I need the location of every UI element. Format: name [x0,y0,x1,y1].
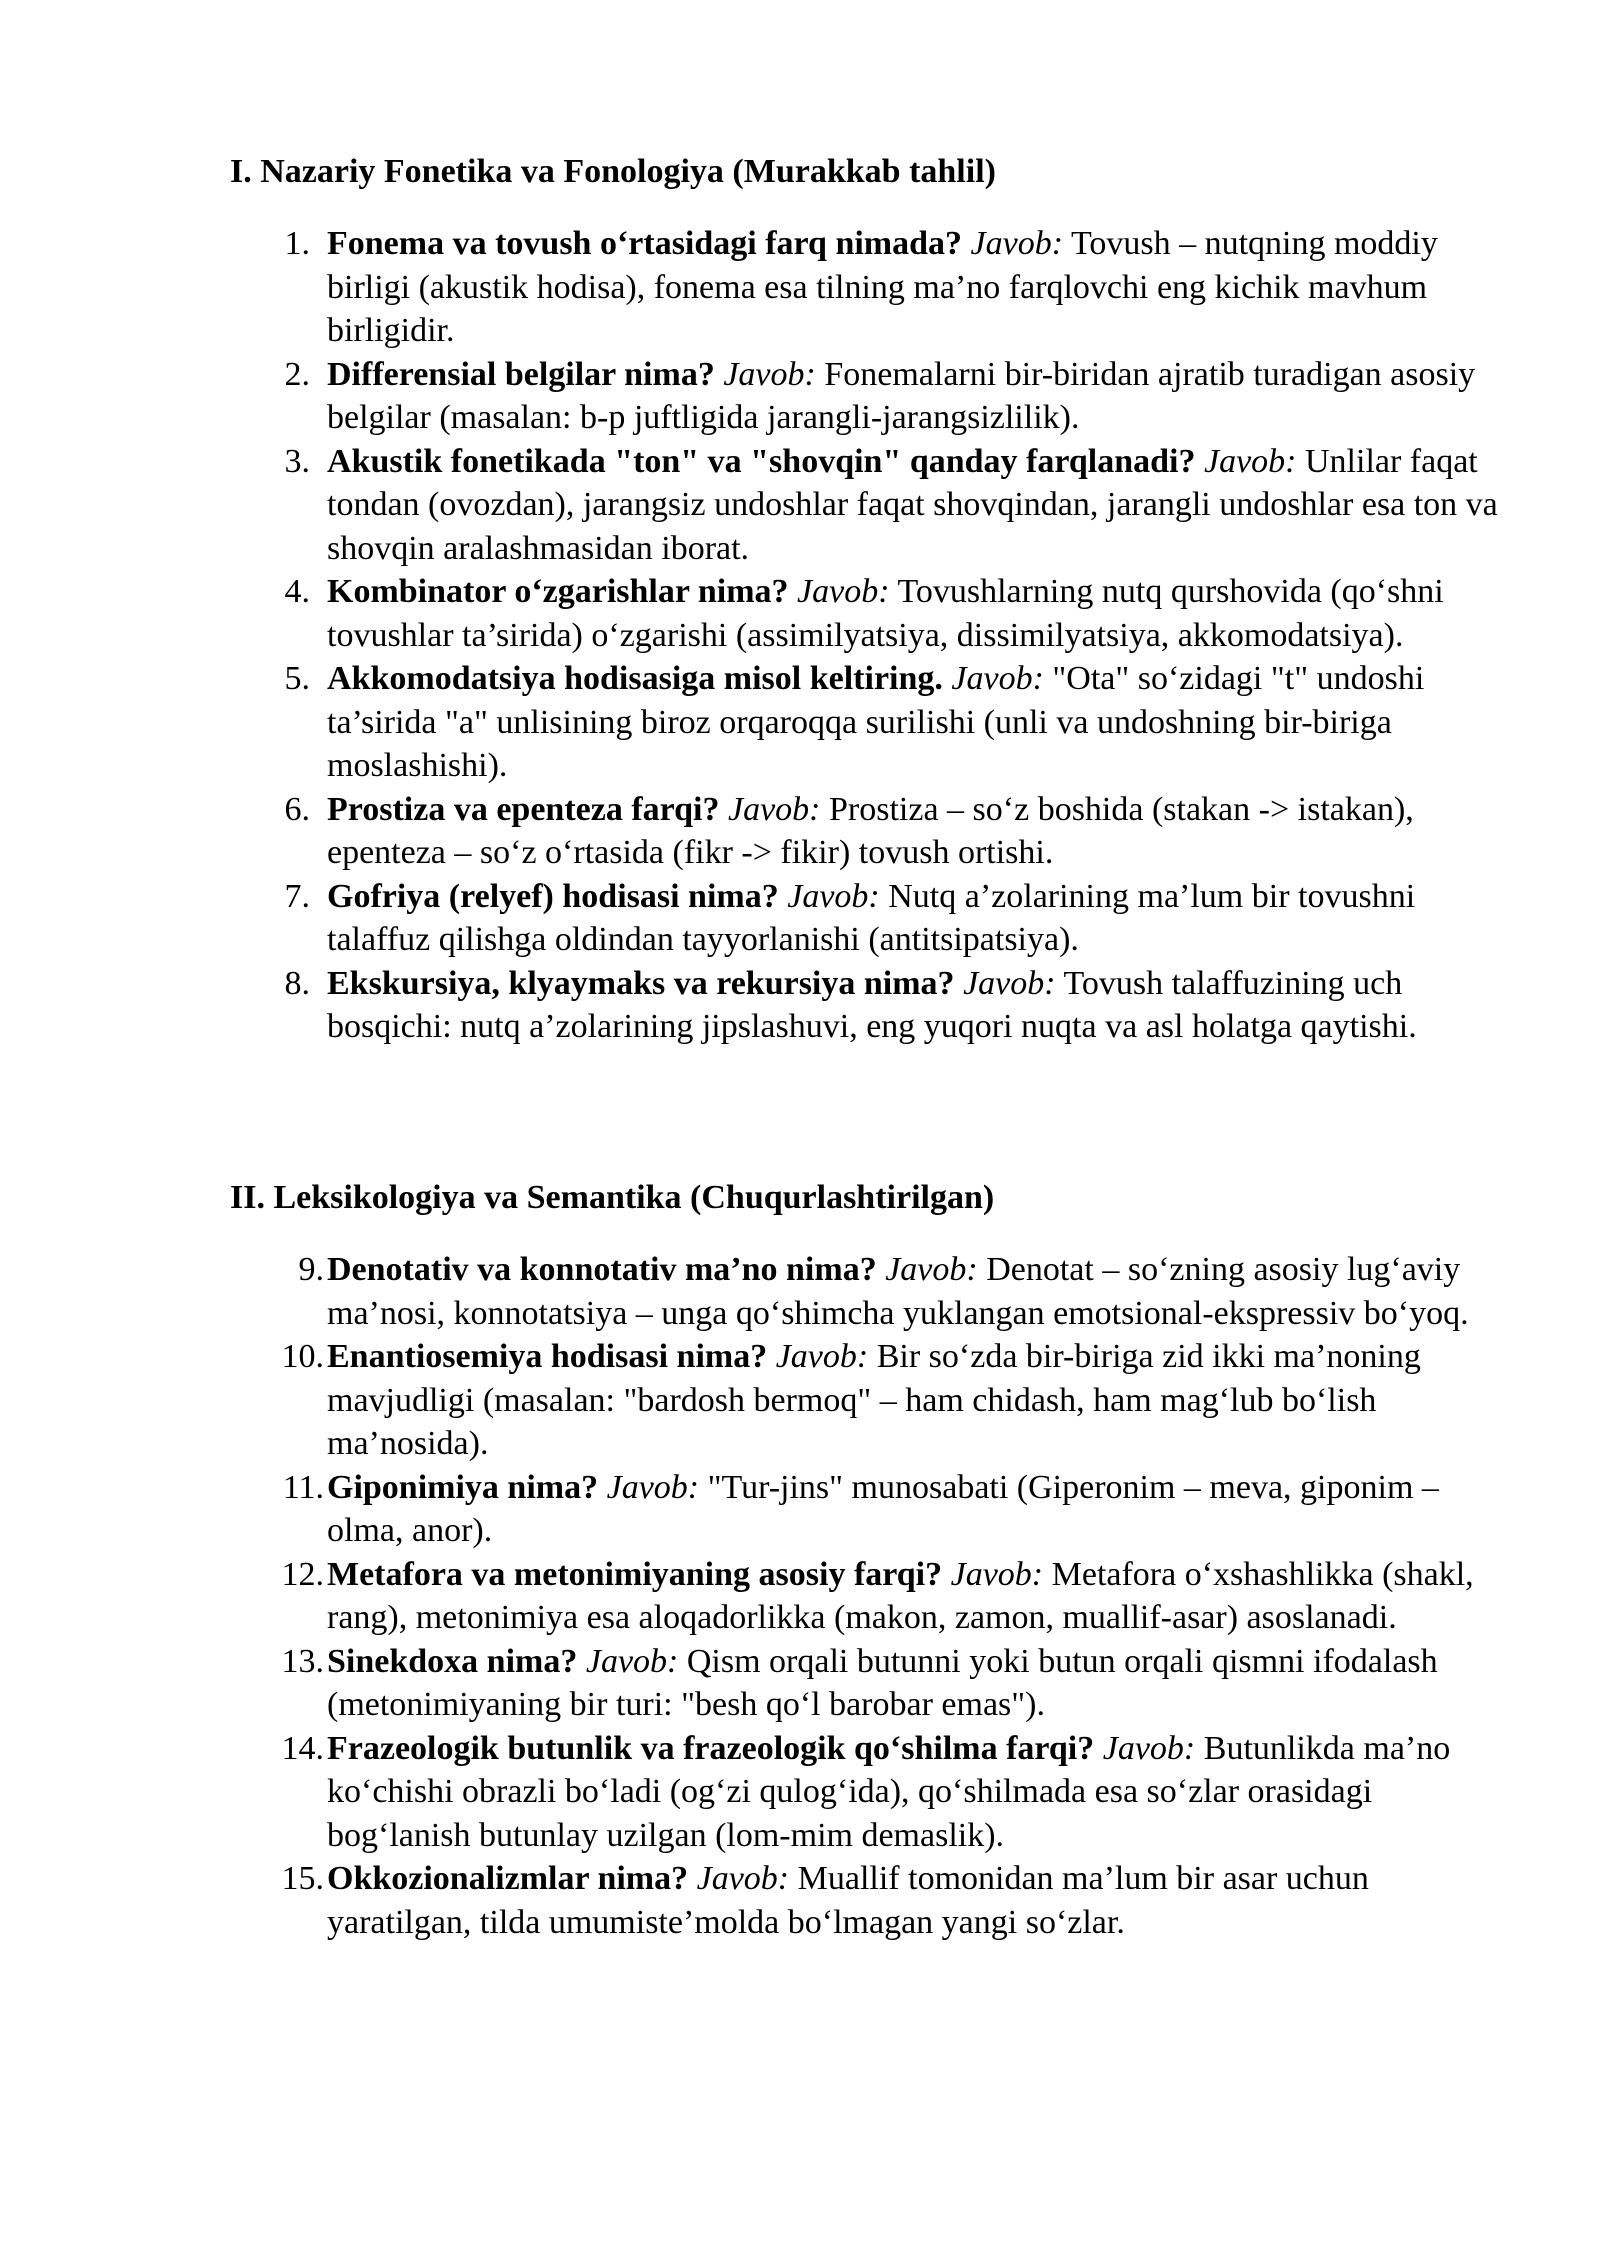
item-number: 5. [284,660,310,697]
section-heading: II. Leksikologiya va Semantika (Chuqurlashtirilgan) [230,1179,995,1216]
item-number: 1. [284,225,310,262]
list-item [230,440,1500,571]
question-text: Enantiosemiya hodisasi nima? [327,1338,768,1375]
item-number: 4. [284,573,310,610]
answer-text: Prostiza – so‘z boshida (stakan -> istakan), epenteza – so‘z o‘rtasida (fikr -> fikir) tovush ortishi. [327,790,1414,871]
item-number: 8. [284,964,310,1002]
item-number: 12. [281,1555,324,1593]
answer-label: Javob: [787,877,880,915]
list-item [230,1248,1500,1335]
list-item [230,657,1500,788]
section-heading: I. Nazariy Fonetika va Fonologiya (Murakkab tahlil) [230,153,996,190]
list-item [230,875,1500,962]
question-text: Akustik fonetikada "ton" va "shovqin" qanday farqlanadi? [327,442,1196,480]
list-item [230,1466,1500,1553]
list-item [230,222,1500,353]
answer-label: Javob: [1102,1729,1196,1767]
answer-label: Javob: [885,1251,978,1288]
answer-label: Javob: [723,355,816,393]
item-number: 13. [281,1642,324,1680]
question-text: Denotativ va konnotativ ma’no nima? [327,1251,877,1288]
list-item [230,962,1500,1049]
answer-text: Unlilar faqat tondan (ovozdan), jarangsiz undoshlar faqat shovqindan, jarangli undoshlar esa ton va shovqin aralashmasidan iborat. [327,442,1498,567]
question-text: Kombinator o‘zgarishlar nima? [327,573,789,610]
answer-text: Tovushlarning nutq qurshovida (qo‘shni tovushlar ta’sirida) o‘zgarishi (assimilyatsiya, dissimilyatsiya, akkomodatsiya). [327,573,1444,654]
question-text: Gofriya (relyef) hodisasi nima? [327,877,779,915]
answer-text: Butunlikda ma’no ko‘chishi obrazli bo‘ladi (og‘zi qulog‘ida), qo‘shilmada esa so‘zlar orasidagi bog‘lanish butunlay uzilgan (lom-mim demaslik). [327,1729,1451,1854]
answer-text: Tovush – nutqning moddiy birligi (akustik hodisa), fonema esa tilning ma’no farqlovchi eng kichik mavhum birligidir. [327,225,1438,349]
list-item [230,570,1500,657]
list-item [230,1553,1500,1640]
answer-label: Javob: [585,1642,679,1680]
item-number: 7. [284,877,310,915]
answer-text: Fonemalarni bir-biridan ajratib turadigan asosiy belgilar (masalan: b-p juftligida jarangli-jarangsizlilik). [327,355,1476,436]
item-number: 15. [281,1860,324,1897]
question-text: Akkomodatsiya hodisasiga misol keltiring. [327,660,943,697]
answer-text: Metafora o‘xshashlikka (shakl, rang), metonimiya esa aloqadorlikka (makon, zamon, muallif-asar) asoslanadi. [327,1555,1474,1636]
answer-text: Bir so‘zda bir-biriga zid ikki ma’noning mavjudligi (masalan: "bardosh bermoq" – ham chidash, ham mag‘lub bo‘lish ma’nosida). [327,1338,1421,1462]
list-item [230,1727,1500,1858]
item-number: 6. [284,790,310,828]
section-phonetics [230,152,1500,1049]
answer-text: Muallif tomonidan ma’lum bir asar uchun yaratilgan, tilda umumiste’molda bo‘lmagan yangi so‘zlar. [327,1860,1369,1941]
question-list [230,222,1500,1049]
answer-label: Javob: [696,1860,790,1897]
question-text: Frazeologik butunlik va frazeologik qo‘shilma farqi? [327,1729,1095,1767]
answer-label: Javob: [970,225,1064,262]
item-number: 14. [281,1729,324,1767]
answer-text: "Tur-jins" munosabati (Giperonim – meva, giponim – olma, anor). [327,1468,1439,1549]
answer-label: Javob: [963,964,1056,1002]
answer-label: Javob: [950,1555,1044,1593]
section-lexicology [230,1178,1500,1944]
question-text: Metafora va metonimiyaning asosiy farqi? [327,1555,943,1593]
answer-label: Javob: [775,1338,869,1375]
list-item [230,353,1500,440]
question-text: Ekskursiya, klyaymaks va rekursiya nima? [327,964,955,1002]
list-item [230,1335,1500,1466]
item-number: 3. [284,442,310,480]
answer-text: Nutq a’zolarining ma’lum bir tovushni talaffuz qilishga oldindan tayyorlanishi (antitsipatsiya). [327,877,1416,958]
answer-label: Javob: [606,1468,700,1506]
question-text: Giponimiya nima? [327,1468,599,1506]
list-item [230,1857,1500,1944]
answer-text: Denotat – so‘zning asosiy lug‘aviy ma’nosi, konnotatsiya – unga qo‘shimcha yuklangan emotsional-ekspressiv bo‘yoq. [327,1251,1469,1332]
question-text: Differensial belgilar nima? [327,355,715,393]
answer-text: Tovush talaffuzining uch bosqichi: nutq a’zolarining jipslashuvi, eng yuqori nuqta va asl holatga qaytishi. [327,964,1417,1045]
answer-label: Javob: [728,790,821,828]
item-number: 10. [281,1338,324,1375]
question-text: Fonema va tovush o‘rtasidagi farq nimada? [327,225,963,262]
list-item [230,788,1500,875]
item-number: 2. [284,355,310,393]
answer-label: Javob: [1203,442,1297,480]
answer-text: Qism orqali butunni yoki butun orqali qismni ifodalash (metonimiyaning bir turi: "besh qo‘l barobar emas"). [327,1642,1438,1723]
answer-label: Javob: [951,660,1044,697]
item-number: 9. [298,1251,324,1288]
answer-label: Javob: [797,573,890,610]
list-item [230,1640,1500,1727]
item-number: 11. [282,1468,324,1506]
question-text: Okkozionalizmlar nima? [327,1860,689,1897]
question-text: Prostiza va epenteza farqi? [327,790,720,828]
question-text: Sinekdoxa nima? [327,1642,578,1680]
answer-text: "Ota" so‘zidagi "t" undoshi ta’sirida "a" unlisining biroz orqaroqqa surilishi (unli va undoshning bir-biriga moslashishi). [327,660,1425,784]
question-list [230,1248,1500,1944]
